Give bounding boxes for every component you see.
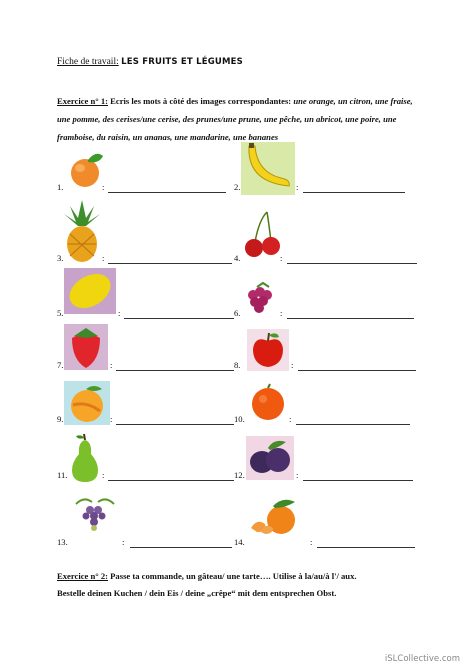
item-colon: : <box>102 470 105 480</box>
item-number: 10. <box>234 414 245 424</box>
item-number: 13. <box>57 537 68 547</box>
plums-image <box>246 436 294 480</box>
item-number: 3. <box>57 253 64 263</box>
answer-line-4[interactable] <box>287 263 417 264</box>
exercise-1-word-list: une orange, un citron, une fraise, une pomme, des cerises/une cerise, des prunes/une prune, une pêche, un abricot, une poire, une framboise, du raisin, un ananas, une mandarine, une bananes <box>57 96 413 142</box>
item-number: 6. <box>234 308 241 318</box>
item-number: 14. <box>234 537 245 547</box>
item-colon: : <box>102 253 105 263</box>
item-colon: : <box>110 360 113 370</box>
item-colon: : <box>102 182 105 192</box>
exercise-1-instructions <box>57 92 427 146</box>
banana-image <box>241 142 295 195</box>
item-colon: : <box>291 360 294 370</box>
item-colon: : <box>310 537 313 547</box>
footer-brand: iSLCollective.com <box>384 654 460 664</box>
worksheet-subject: LES FRUITS ET LÉGUMES <box>121 57 243 67</box>
item-colon: : <box>110 414 113 424</box>
item-colon: : <box>280 308 283 318</box>
worksheet-label: Fiche de travail: <box>57 57 119 67</box>
item-number: 7. <box>57 360 64 370</box>
item-colon: : <box>280 253 283 263</box>
grapes-image <box>72 494 118 536</box>
item-number: 9. <box>57 414 64 424</box>
item-number: 1. <box>57 182 64 192</box>
item-colon: : <box>296 182 299 192</box>
worksheet-title <box>57 57 243 67</box>
item-colon: : <box>289 414 292 424</box>
answer-line-14[interactable] <box>317 547 415 548</box>
answer-line-10[interactable] <box>296 424 410 425</box>
item-number: 5. <box>57 308 64 318</box>
answer-line-6[interactable] <box>287 318 414 319</box>
exercise-2-line-2: Bestelle deinen Kuchen / dein Eis / deine „crêpe“ mit dem entsprechen Obst. <box>57 588 337 598</box>
item-number: 12. <box>234 470 245 480</box>
exercise-2-line-1: Passe ta commande, un gâteau/ une tarte…. Utilise à la/au/à l'/ aux. <box>110 571 357 581</box>
mandarin-image <box>247 496 303 536</box>
exercise-2-label: Exercice n° 2: <box>57 571 109 581</box>
exercise-1-instruction: Ecris les mots à côté des images correspondantes: <box>110 96 292 106</box>
apple-image <box>247 329 289 371</box>
peach-image <box>64 381 113 425</box>
answer-line-3[interactable] <box>108 263 232 264</box>
exercise-1-label: Exercice n° 1: <box>57 96 109 106</box>
pineapple-image <box>60 200 104 262</box>
exercise-2-instructions <box>57 568 437 602</box>
orange-image <box>248 382 288 422</box>
item-colon: : <box>118 308 121 318</box>
item-number: 8. <box>234 360 241 370</box>
item-colon: : <box>296 470 299 480</box>
raspberry-image <box>243 281 277 315</box>
answer-line-1[interactable] <box>108 192 226 193</box>
answer-line-11[interactable] <box>108 480 234 481</box>
item-number: 11. <box>57 470 68 480</box>
apricot-image <box>66 150 106 190</box>
item-colon: : <box>122 537 125 547</box>
item-number: 4. <box>234 253 241 263</box>
pear-image <box>68 432 105 484</box>
answer-line-5[interactable] <box>124 318 234 319</box>
answer-line-7[interactable] <box>116 370 234 371</box>
answer-line-9[interactable] <box>116 424 234 425</box>
lemon-image <box>64 268 116 314</box>
cherries-image <box>243 210 283 260</box>
answer-line-12[interactable] <box>303 480 413 481</box>
answer-line-8[interactable] <box>298 370 416 371</box>
item-number: 2. <box>234 182 241 192</box>
answer-line-2[interactable] <box>303 192 405 193</box>
answer-line-13[interactable] <box>130 547 232 548</box>
strawberry-image <box>64 324 108 370</box>
